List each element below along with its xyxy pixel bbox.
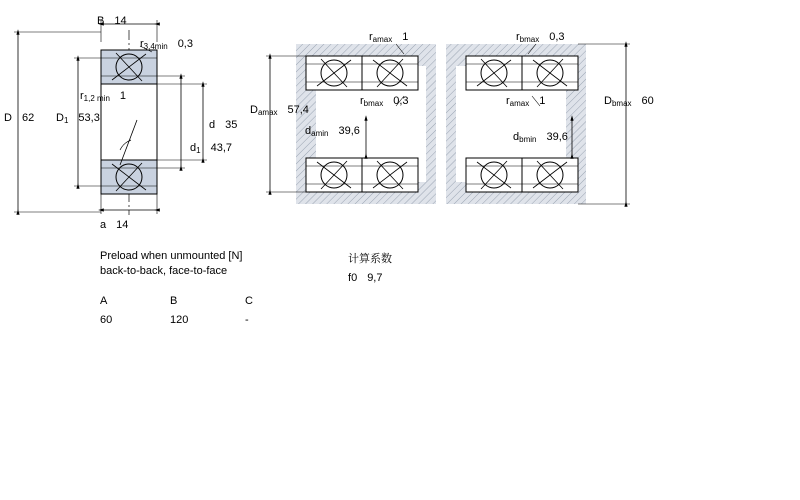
dim-label-ramax-top-left xyxy=(369,31,408,46)
dim-sub-ramax-1: amax xyxy=(372,35,393,44)
dim-value-Damax: 57,4 xyxy=(287,104,309,116)
factor-row xyxy=(348,272,548,284)
dim-label-a xyxy=(100,219,128,231)
dim-symbol-rbmax-2: r xyxy=(360,95,364,107)
factor-sub: 0 xyxy=(351,272,358,284)
preload-value-B: 120 xyxy=(170,314,189,326)
dim-symbol-r12min: r xyxy=(80,90,84,102)
dim-symbol-dbmin: d xyxy=(513,131,520,143)
dim-sub-r34min: 3,4min xyxy=(143,42,168,51)
preload-col-C: C xyxy=(245,295,253,307)
dim-sub-damin: amin xyxy=(311,129,329,138)
dim-value-rbmax-1: 0,3 xyxy=(549,31,565,43)
dim-label-rbmax-top-right xyxy=(516,31,565,46)
dim-label-d xyxy=(209,119,237,131)
dim-symbol-a: a xyxy=(100,219,107,231)
factor-symbol: f xyxy=(348,272,352,284)
dim-label-rbmax-left xyxy=(360,95,409,110)
dim-label-damin xyxy=(305,125,360,140)
dim-sub-d1: 1 xyxy=(196,146,201,155)
dim-label-B xyxy=(97,15,127,27)
dim-sub-r12min: 1,2 min xyxy=(83,94,110,103)
dim-value-dbmin: 39,6 xyxy=(546,131,568,143)
dim-label-D xyxy=(4,112,34,124)
dim-sub-Damax: amax xyxy=(257,108,278,117)
dim-value-d: 35 xyxy=(225,119,238,131)
dim-symbol-d: d xyxy=(209,119,216,131)
dim-sub-rbmax-2: bmax xyxy=(363,99,384,108)
dim-value-rbmax-2: 0,3 xyxy=(393,95,409,107)
dim-label-D1 xyxy=(56,112,100,127)
preload-col-B: B xyxy=(170,295,178,307)
factor-block xyxy=(348,250,548,284)
preload-title: Preload when unmounted [N] xyxy=(100,250,243,262)
dim-label-Damax xyxy=(250,104,309,119)
dim-symbol-ramax-2: r xyxy=(506,95,510,107)
dim-label-r34min xyxy=(140,38,193,53)
dim-symbol-damin: d xyxy=(305,125,312,137)
factor-title: 计算系数 xyxy=(348,253,392,265)
dim-value-damin: 39,6 xyxy=(338,125,360,137)
preload-table-value-row xyxy=(100,314,330,329)
preload-table-header-row xyxy=(100,295,330,310)
preload-value-A: 60 xyxy=(100,314,113,326)
dim-value-r12min: 1 xyxy=(119,90,127,102)
dim-symbol-ramax-1: r xyxy=(369,31,373,43)
dim-label-Dbmax xyxy=(604,95,654,110)
dim-value-a: 14 xyxy=(116,219,129,231)
dim-value-D1: 53,3 xyxy=(78,112,100,124)
dim-label-r12min xyxy=(80,90,126,105)
dim-label-dbmin xyxy=(513,131,568,146)
dim-value-r34min: 0,3 xyxy=(177,38,193,50)
dim-sub-Dbmax: bmax xyxy=(611,99,632,108)
dim-sub-ramax-2: amax xyxy=(509,99,530,108)
preload-block xyxy=(100,250,330,277)
dim-value-B: 14 xyxy=(114,15,127,27)
dim-value-D: 62 xyxy=(21,112,35,124)
dim-sub-D1: 1 xyxy=(63,116,69,125)
factor-value: 9,7 xyxy=(367,272,383,284)
dim-sub-dbmin: bmin xyxy=(519,135,537,144)
preload-value-C: - xyxy=(245,314,249,326)
dim-symbol-d1: d xyxy=(190,142,197,154)
right-mounting-view xyxy=(266,44,630,204)
dim-value-ramax-1: 1 xyxy=(402,31,409,43)
dim-sub-rbmax-1: bmax xyxy=(519,35,540,44)
dim-label-ramax-right xyxy=(506,95,545,110)
dim-symbol-rbmax-1: r xyxy=(516,31,520,43)
dim-value-Dbmax: 60 xyxy=(641,95,654,107)
dim-symbol-B: B xyxy=(97,15,105,27)
dim-value-d1: 43,7 xyxy=(210,142,232,154)
dim-label-d1 xyxy=(190,142,232,157)
dim-symbol-Dbmax: D xyxy=(604,95,612,107)
dim-symbol-D: D xyxy=(4,112,12,124)
dim-value-ramax-2: 1 xyxy=(539,95,546,107)
dim-symbol-r34min: r xyxy=(140,38,144,50)
preload-table xyxy=(100,295,330,329)
preload-subtitle: back-to-back, face-to-face xyxy=(100,265,228,277)
dim-symbol-Damax: D xyxy=(250,104,258,116)
dim-symbol-D1: D xyxy=(56,112,64,124)
preload-col-A: A xyxy=(100,295,108,307)
